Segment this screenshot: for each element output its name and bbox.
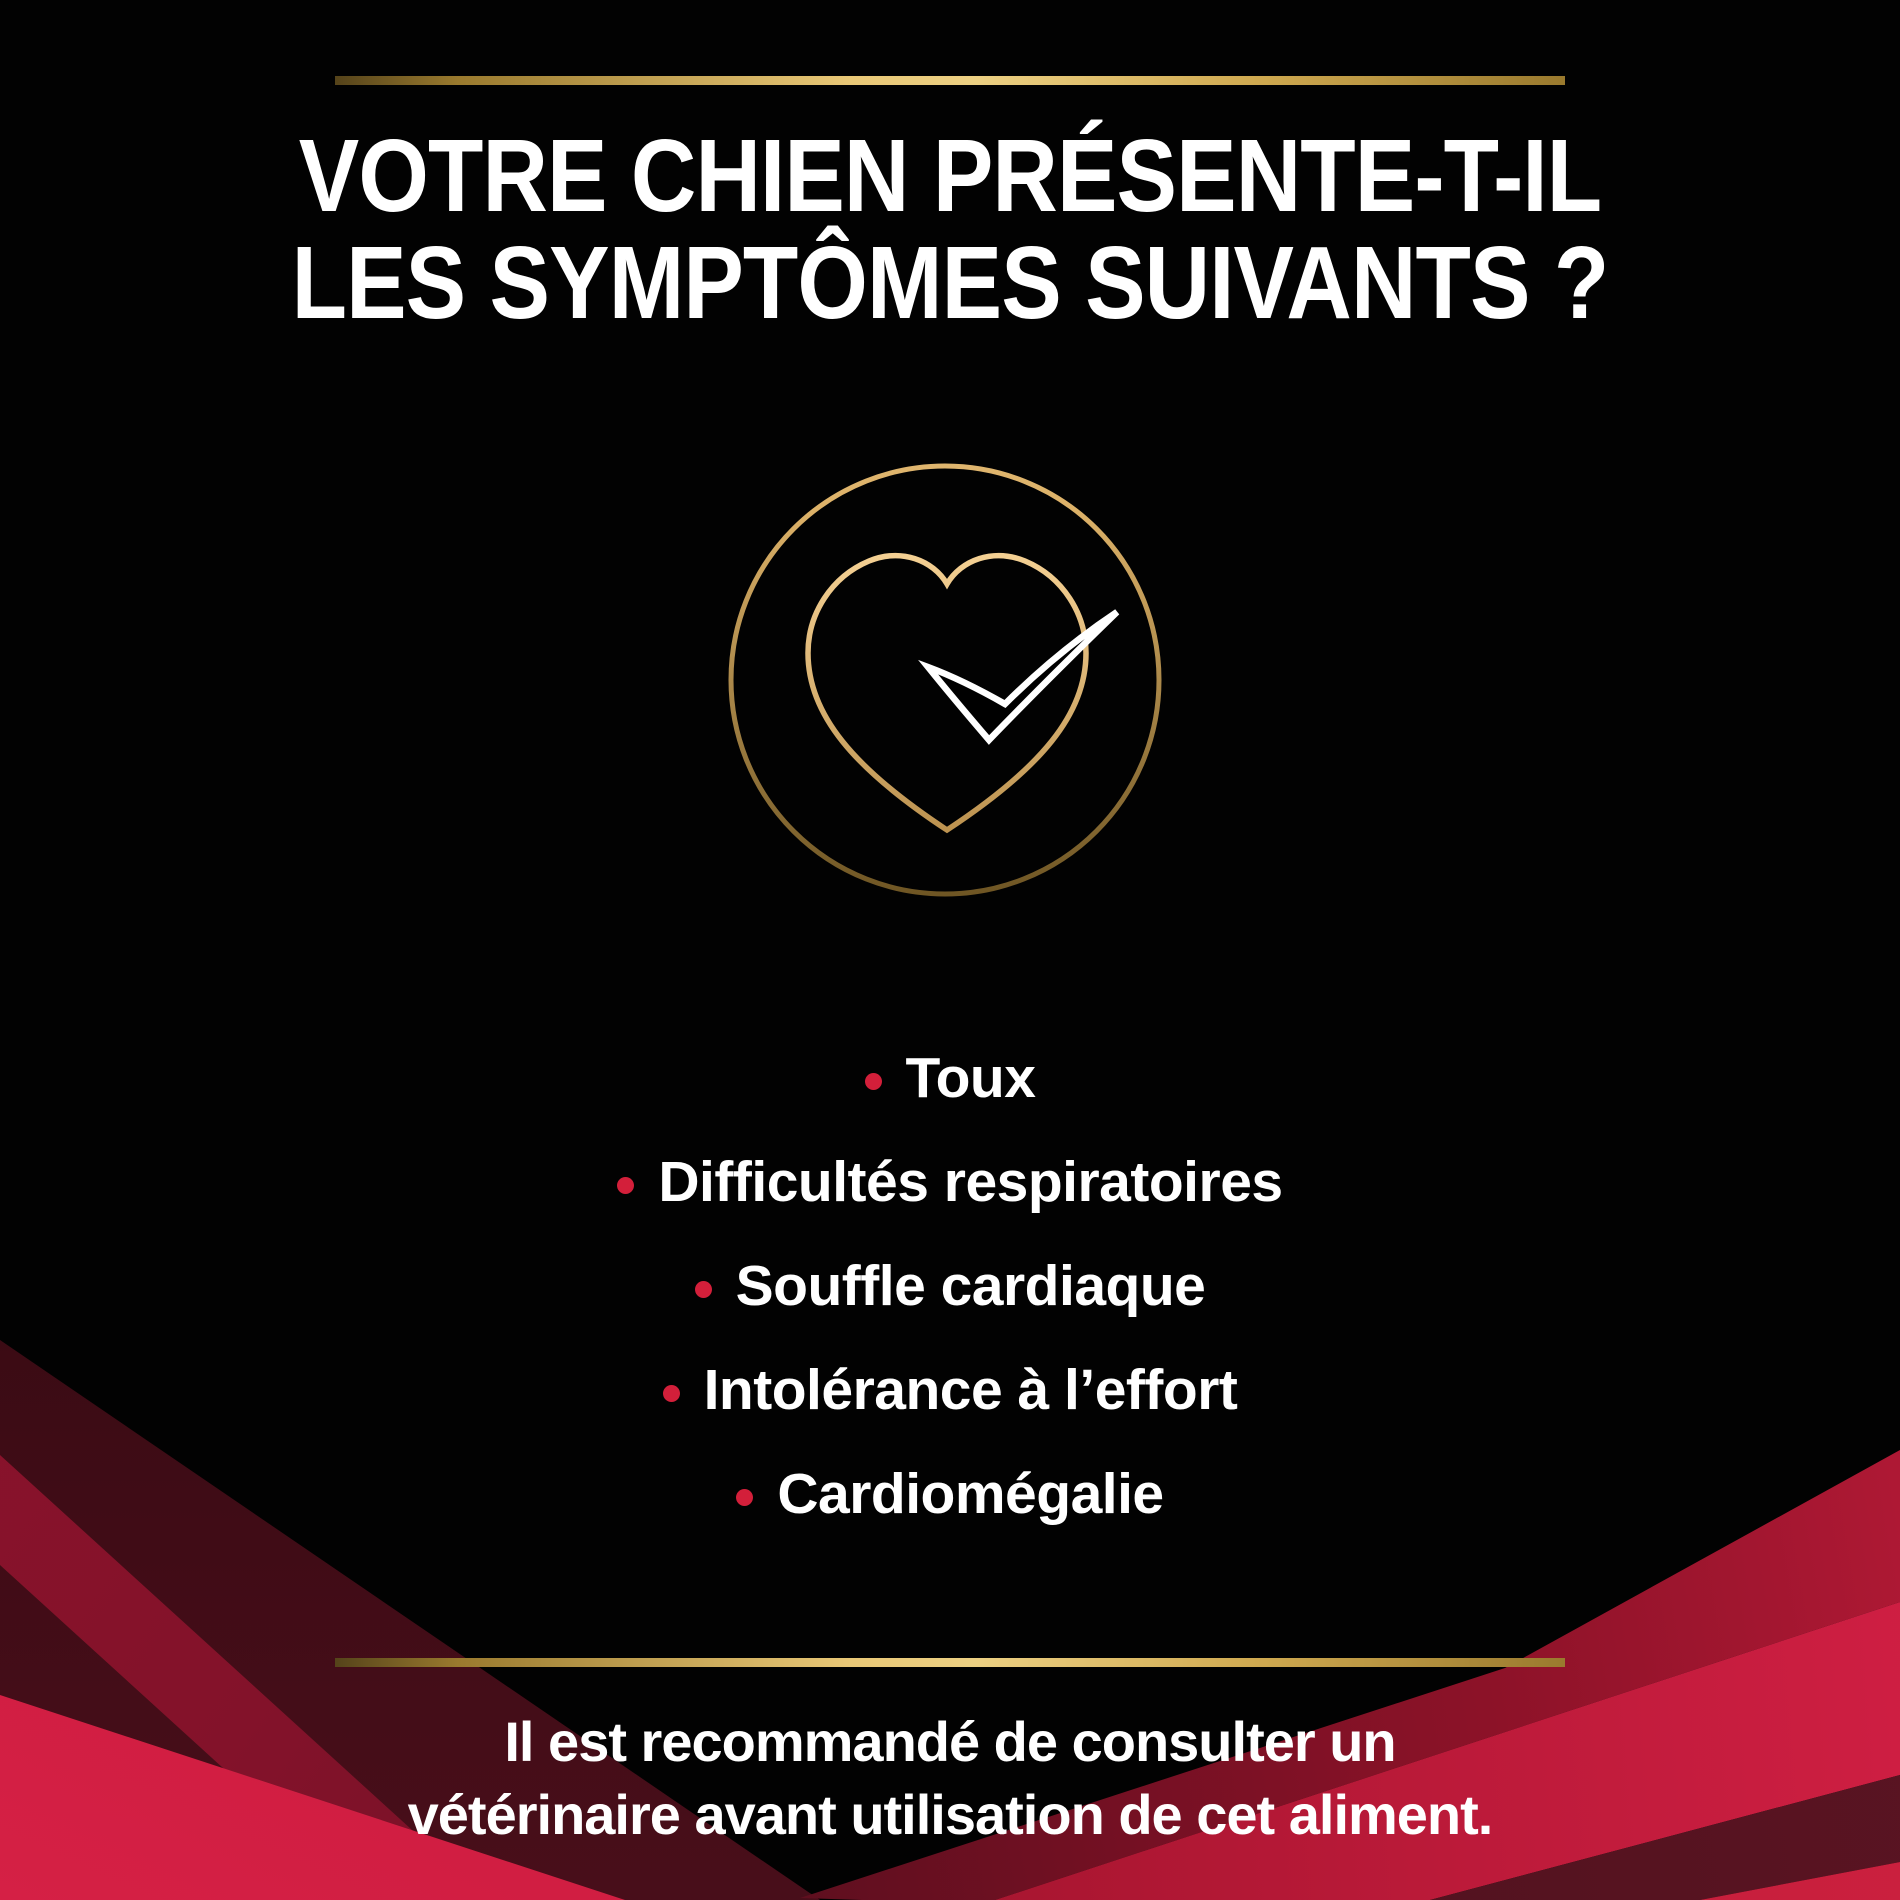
list-item bbox=[0, 1026, 1900, 1130]
page-title-line-1: VOTRE CHIEN PRÉSENTE-T-IL bbox=[298, 118, 1602, 233]
disclaimer-line-1: Il est recommandé de consulter un bbox=[504, 1710, 1396, 1773]
badge-check-mark bbox=[928, 612, 1117, 740]
gold-divider-top bbox=[335, 76, 1565, 85]
disclaimer-line-2: vétérinaire avant utilisation de cet aliment. bbox=[407, 1783, 1493, 1846]
page-title bbox=[114, 118, 1786, 340]
bullet-icon bbox=[617, 1177, 634, 1194]
symptom-label: Toux bbox=[905, 1046, 1036, 1110]
bullet-icon bbox=[865, 1073, 882, 1090]
list-item bbox=[0, 1130, 1900, 1234]
symptom-label: Souffle cardiaque bbox=[735, 1254, 1206, 1318]
heart-check-icon bbox=[705, 440, 1185, 920]
page-title-line-2: LES SYMPTÔMES SUIVANTS ? bbox=[291, 225, 1609, 340]
list-item bbox=[0, 1338, 1900, 1442]
symptom-label: Cardiomégalie bbox=[777, 1462, 1164, 1526]
gold-divider-bottom bbox=[335, 1658, 1565, 1667]
bullet-icon bbox=[663, 1385, 680, 1402]
bullet-icon bbox=[695, 1281, 712, 1298]
list-item bbox=[0, 1442, 1900, 1546]
symptom-list bbox=[0, 1026, 1900, 1546]
veterinary-disclaimer bbox=[0, 1705, 1900, 1851]
symptom-label: Intolérance à l’effort bbox=[703, 1358, 1238, 1422]
bullet-icon bbox=[736, 1489, 753, 1506]
list-item bbox=[0, 1234, 1900, 1338]
symptom-label: Difficultés respiratoires bbox=[658, 1150, 1283, 1214]
